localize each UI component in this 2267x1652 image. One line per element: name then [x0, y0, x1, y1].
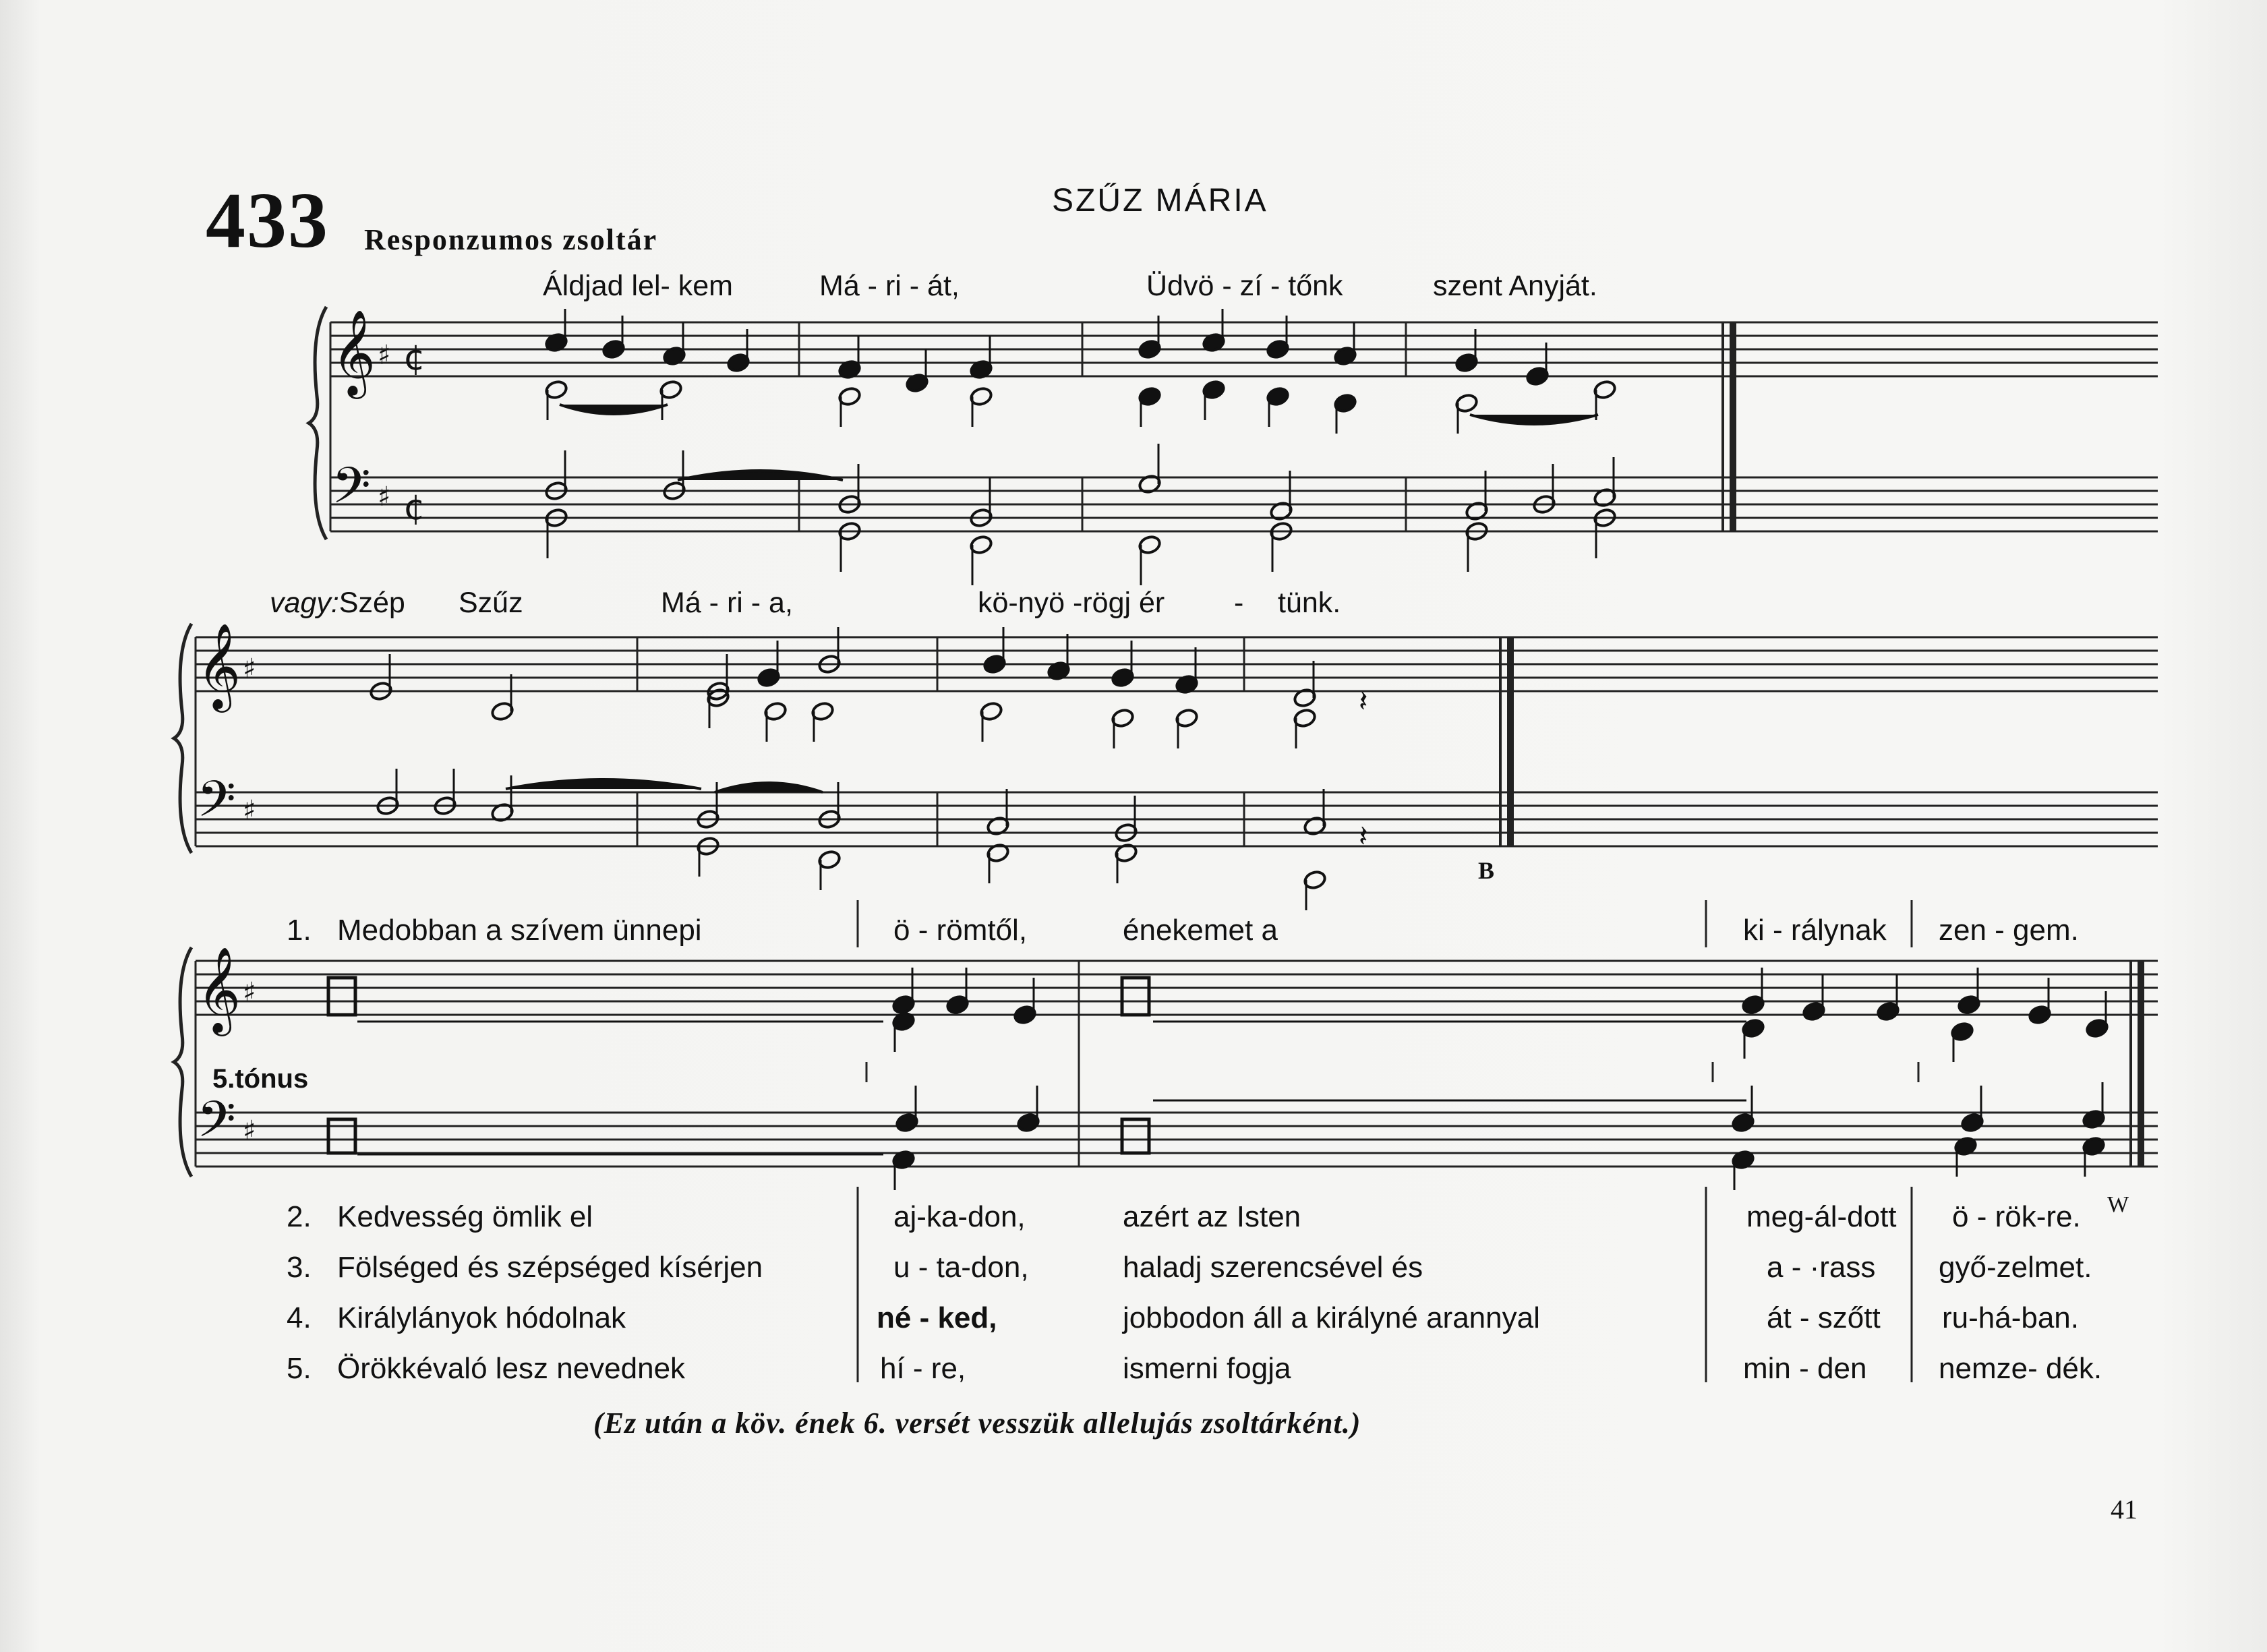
verse-part-4: min - den	[1743, 1352, 1867, 1385]
footnote: (Ez után a köv. ének 6. versét vesszük allelujás zsoltárként.)	[593, 1407, 1361, 1440]
time-signature: ¢	[403, 338, 426, 378]
lyric-s2-6: tünk.	[1278, 587, 1341, 619]
breve-note	[1122, 1119, 1149, 1153]
verse-part-1: Örökkévaló lesz nevednek	[337, 1352, 686, 1385]
tie	[678, 471, 843, 480]
verse-part-2: u - ta-don,	[893, 1251, 1029, 1284]
verse-part-2: aj-ka-don,	[893, 1200, 1026, 1233]
lyric-s1-1: Áldjad lel- kem	[543, 270, 733, 302]
sharp-sign: ♯	[378, 481, 391, 512]
verse-part-5: ru-há-ban.	[1942, 1301, 2080, 1334]
verse-number: 5.	[287, 1352, 312, 1385]
staff-lines	[174, 307, 2158, 1382]
system-brace	[174, 624, 192, 853]
clef-symbol: 𝄞	[197, 622, 241, 709]
clef-symbol: 𝄞	[197, 946, 241, 1032]
verse-part-4: át - szőtt	[1767, 1301, 1881, 1334]
verse-part-5: ö - rök-re.	[1952, 1200, 2081, 1233]
lyric-s2-1: Szép	[338, 587, 405, 619]
verse-part-1: Fölséged és szépséged kísérjen	[337, 1251, 763, 1284]
clef-symbol: 𝄢	[332, 456, 371, 527]
section-marker-b: B	[1478, 857, 1495, 884]
clef-symbol: 𝄢	[197, 770, 236, 841]
sharp-sign: ♯	[243, 977, 256, 1008]
verse-1-part-3: énekemet a	[1123, 914, 1278, 947]
verse-part-4: a - ·rass	[1767, 1251, 1876, 1284]
verse-part-3: haladj szerencsével és	[1123, 1251, 1423, 1284]
verse-part-4: meg-ál-dott	[1746, 1200, 1897, 1233]
verse-part-3: azért az Isten	[1123, 1200, 1301, 1233]
verse-part-3: ismerni fogja	[1123, 1352, 1291, 1385]
system-brace	[174, 947, 192, 1177]
breve-note	[328, 978, 355, 1015]
hymn-title: SZŰZ MÁRIA	[1052, 183, 1268, 218]
verse-part-3: jobbodon áll a királyné arannyal	[1123, 1301, 1540, 1334]
rest-sign: 𝄽	[1359, 684, 1368, 719]
verse-1-part-5: zen - gem.	[1939, 914, 2079, 947]
verse-number: 2.	[287, 1200, 312, 1233]
tie	[715, 783, 823, 792]
system-brace	[309, 307, 326, 539]
verse-1-part-2: ö - römtől,	[893, 914, 1028, 947]
clef-symbol: 𝄢	[197, 1090, 236, 1161]
sharp-sign: ♯	[243, 653, 256, 684]
sharp-sign: ♯	[378, 340, 391, 371]
verse-part-1: Királylányok hódolnak	[337, 1301, 626, 1334]
verse-1-number: 1.	[287, 914, 312, 947]
corner-mark: W	[2107, 1192, 2129, 1217]
verse-1-part-4: ki - rálynak	[1743, 914, 1887, 947]
lyric-s2-4: kö-nyö -rögj ér	[978, 587, 1165, 619]
lyric-s2-2: Szűz	[459, 587, 523, 619]
verse-number: 3.	[287, 1251, 312, 1284]
tie	[560, 405, 668, 414]
alt-label: vagy:	[270, 587, 339, 619]
verse-part-2: né - ked,	[877, 1301, 997, 1334]
page-number: 41	[2111, 1494, 2138, 1525]
verse-part-1: Kedvesség ömlik el	[337, 1200, 593, 1233]
lyric-s1-3: Üdvö - zí - tőnk	[1146, 270, 1343, 302]
lyric-s2-5: -	[1234, 587, 1244, 619]
hymn-type: Responzumos zsoltár	[364, 223, 658, 256]
tie	[1470, 415, 1598, 424]
sharp-sign: ♯	[243, 795, 256, 826]
tie	[506, 779, 701, 789]
tone-label: 5.tónus	[212, 1064, 309, 1094]
time-signature: ¢	[403, 488, 426, 528]
verse-part-5: győ-zelmet.	[1939, 1251, 2092, 1284]
verse-1-part-1: Medobban a szívem ünnepi	[337, 914, 702, 947]
sharp-sign: ♯	[243, 1115, 256, 1146]
breve-note	[1122, 978, 1149, 1015]
hymn-number: 433	[206, 176, 329, 264]
verse-part-2: hí - re,	[880, 1352, 966, 1385]
lyric-s2-3: Má - ri - a,	[661, 587, 793, 619]
verse-part-5: nemze- dék.	[1939, 1352, 2102, 1385]
clef-symbol: 𝄞	[332, 309, 376, 395]
rest-sign: 𝄽	[1359, 819, 1368, 854]
lyric-s1-2: Má - ri - át,	[819, 270, 960, 302]
verse-number: 4.	[287, 1301, 312, 1334]
note-marks	[197, 309, 2109, 1190]
breve-note	[328, 1119, 355, 1153]
lyric-s1-4: szent Anyját.	[1433, 270, 1597, 302]
